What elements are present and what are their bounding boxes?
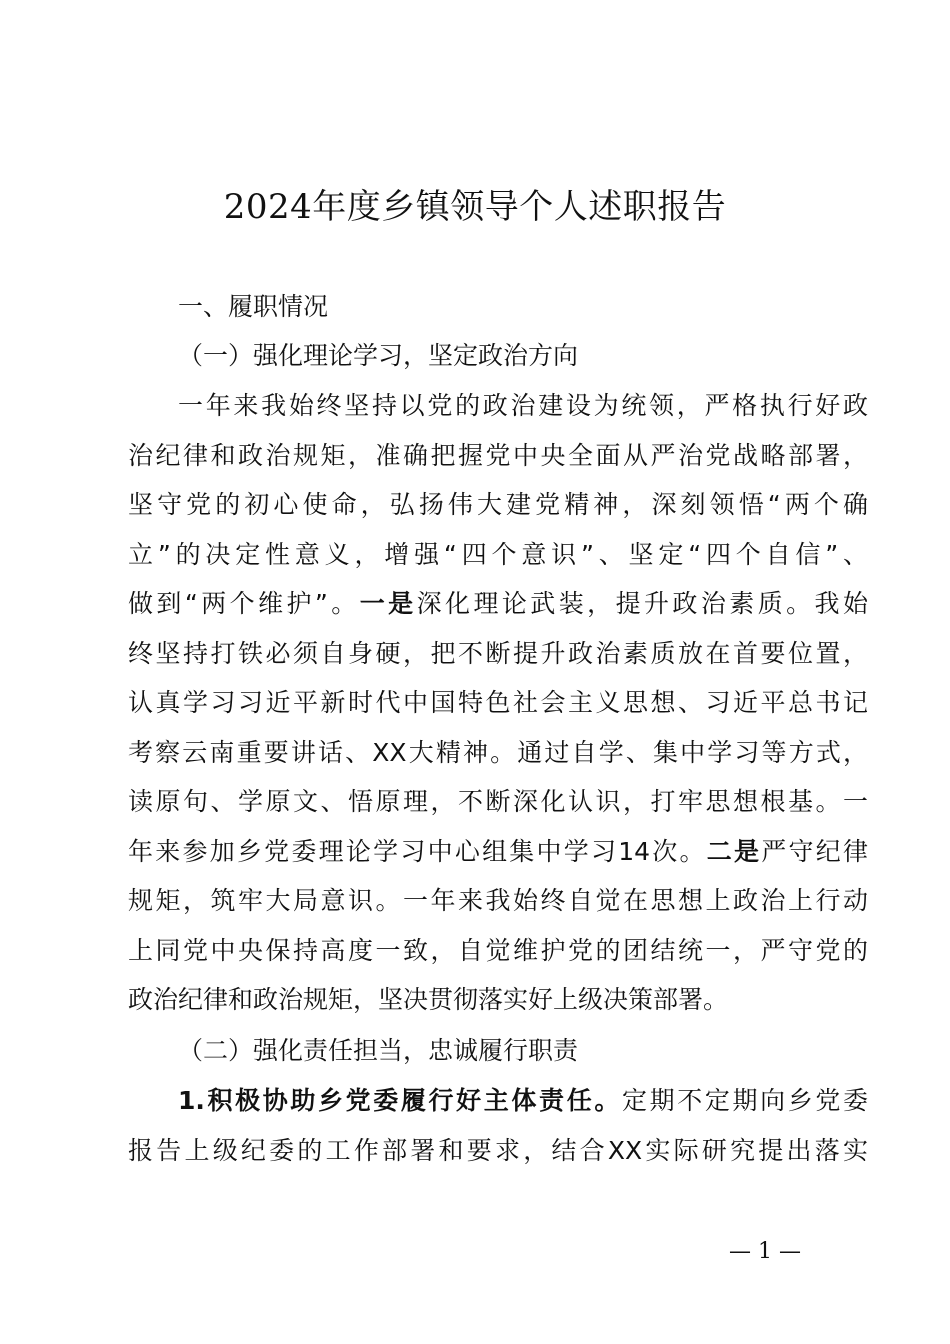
paragraph-line: 报告上级纪委的工作部署和要求，结合XX实际研究提出落实 [128,1136,868,1165]
paragraph-line: 认真学习习近平新时代中国特色社会主义思想、习近平总书记 [128,688,868,717]
text-run: 定期不定期向乡党委 [621,1086,868,1115]
section-heading: 一、履职情况 [178,292,329,321]
text-run: 严守纪律 [761,837,868,866]
subsection-heading: （一）强化理论学习，坚定政治方向 [178,341,579,370]
paragraph-line: 治纪律和政治规矩，准确把握党中央全面从严治党战略部署， [128,441,868,470]
paragraph-line [128,586,868,622]
paragraph-line: 读原句、学原文、悟原理，不断深化认识，打牢思想根基。一 [128,787,868,816]
paragraph-line: 政治纪律和政治规矩，坚决贯彻落实好上级决策部署。 [128,985,729,1014]
text-run: 深化理论武装，提升政治素质。我始 [416,589,868,618]
page-number: — 1 — [729,1239,801,1264]
document-title: 2024年度乡镇领导个人述职报告 [223,187,727,227]
paragraph-line: 终坚持打铁必须自身硬，把不断提升政治素质放在首要位置， [128,639,868,668]
paragraph-line: 上同党中央保持高度一致，自觉维护党的团结统一，严守党的 [128,936,868,965]
paragraph-line: 立”的决定性意义，增强“四个意识”、坚定“四个自信”、 [128,540,868,569]
emphasis-text: 1.积极协助乡党委履行好主体责任。 [178,1086,622,1115]
text-run: 年来参加乡党委理论学习中心组集中学习14次。 [128,837,707,866]
text-run: 做到“两个维护”。 [128,589,360,618]
subsection-heading: （二）强化责任担当，忠诚履行职责 [178,1036,579,1065]
paragraph-line: 考察云南重要讲话、XX大精神。通过自学、集中学习等方式， [128,738,868,767]
emphasis-text: 二是 [706,837,762,866]
paragraph-line [128,834,868,870]
paragraph-line [178,1083,868,1119]
paragraph-line: 规矩，筑牢大局意识。一年来我始终自觉在思想上政治上行动 [128,886,868,915]
emphasis-text: 一是 [359,589,417,618]
paragraph-line: 一年来我始终坚持以党的政治建设为统领，严格执行好政 [178,391,868,420]
paragraph-line: 坚守党的初心使命，弘扬伟大建党精神，深刻领悟“两个确 [128,490,868,519]
